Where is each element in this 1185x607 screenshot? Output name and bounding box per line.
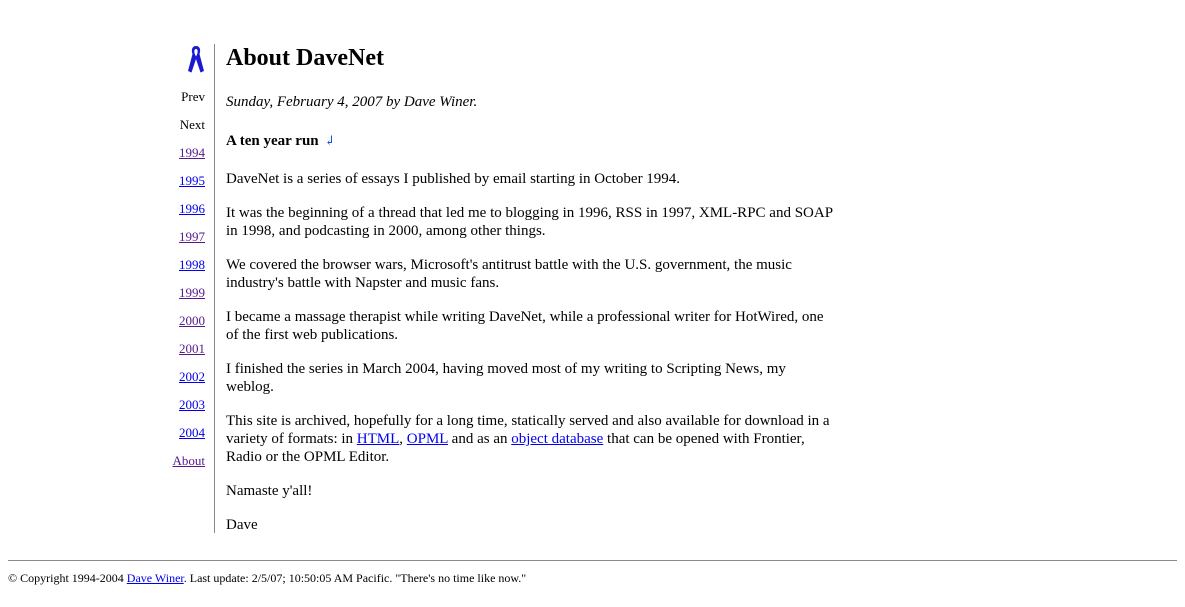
signature: Dave (226, 517, 258, 533)
year-link-1999[interactable]: 1999 (179, 285, 205, 300)
footer-copyright: © Copyright 1994-2004 (8, 571, 127, 585)
awareness-ribbon-icon (186, 44, 206, 74)
paragraph-6-text-c: that can be opened with Frontier, Radio or the OPML Editor. (226, 431, 805, 465)
paragraph-2: It was the beginning of a thread that led me to blogging in 1996, RSS in 1997, XML-RPC and SOAP in 1998, and podcasting in 2000, among other things. (226, 205, 833, 239)
section-title-text: A ten year run (226, 133, 319, 149)
paragraph-6-text-b: and as an (447, 431, 512, 447)
paragraph-4: I became a massage therapist while writing DaveNet, while a professional writer for HotWired, one of the first web publications. (226, 309, 824, 343)
prev-link[interactable]: Prev (181, 89, 205, 104)
year-link-2001[interactable]: 2001 (179, 341, 205, 356)
year-link-1994[interactable]: 1994 (179, 145, 205, 160)
year-link-1996[interactable]: 1996 (179, 201, 205, 216)
page-layout (168, 44, 836, 534)
section-title (226, 131, 836, 151)
paragraph-3: We covered the browser wars, Microsoft's antitrust battle with the U.S. government, the music industry's battle with Napster and music fans. (226, 257, 792, 291)
article (215, 44, 836, 534)
year-link-1995[interactable]: 1995 (179, 173, 205, 188)
footer-divider (8, 560, 1177, 561)
paragraph-1: DaveNet is a series of essays I published by email starting in October 1994. (226, 171, 681, 187)
paragraph-6-text-a: This site is archived, hopefully for a long time, statically served and also available for download in a variety of formats: in (226, 413, 830, 447)
about-link[interactable]: About (172, 453, 205, 468)
html-download-link[interactable]: HTML (356, 431, 400, 447)
paragraph-6-comma: , (399, 431, 407, 447)
paragraph-7: Namaste y'all! (226, 483, 313, 499)
year-link-1998[interactable]: 1998 (179, 257, 205, 272)
year-link-2000[interactable]: 2000 (179, 313, 205, 328)
paragraph-5: I finished the series in March 2004, having moved most of my writing to Scripting News, my weblog. (226, 361, 786, 395)
year-link-2004[interactable]: 2004 (179, 425, 205, 440)
footer (8, 570, 526, 586)
byline: Sunday, February 4, 2007 by Dave Winer. (226, 94, 478, 110)
year-link-1997[interactable]: 1997 (179, 229, 205, 244)
author-link[interactable]: Dave Winer (126, 571, 184, 585)
opml-download-link[interactable]: OPML (406, 431, 448, 447)
sidebar-nav (168, 44, 215, 533)
year-link-2003[interactable]: 2003 (179, 397, 205, 412)
year-link-2002[interactable]: 2002 (179, 369, 205, 384)
page-title: About DaveNet (226, 45, 384, 71)
next-link[interactable]: Next (179, 117, 205, 132)
footer-update-text: . Last update: 2/5/07; 10:50:05 AM Pacific. "There's no time like now." (183, 571, 527, 585)
return-arrow-icon[interactable]: ↲ (324, 133, 336, 148)
object-database-link[interactable]: object database (511, 431, 604, 447)
paragraph-6 (226, 412, 836, 466)
